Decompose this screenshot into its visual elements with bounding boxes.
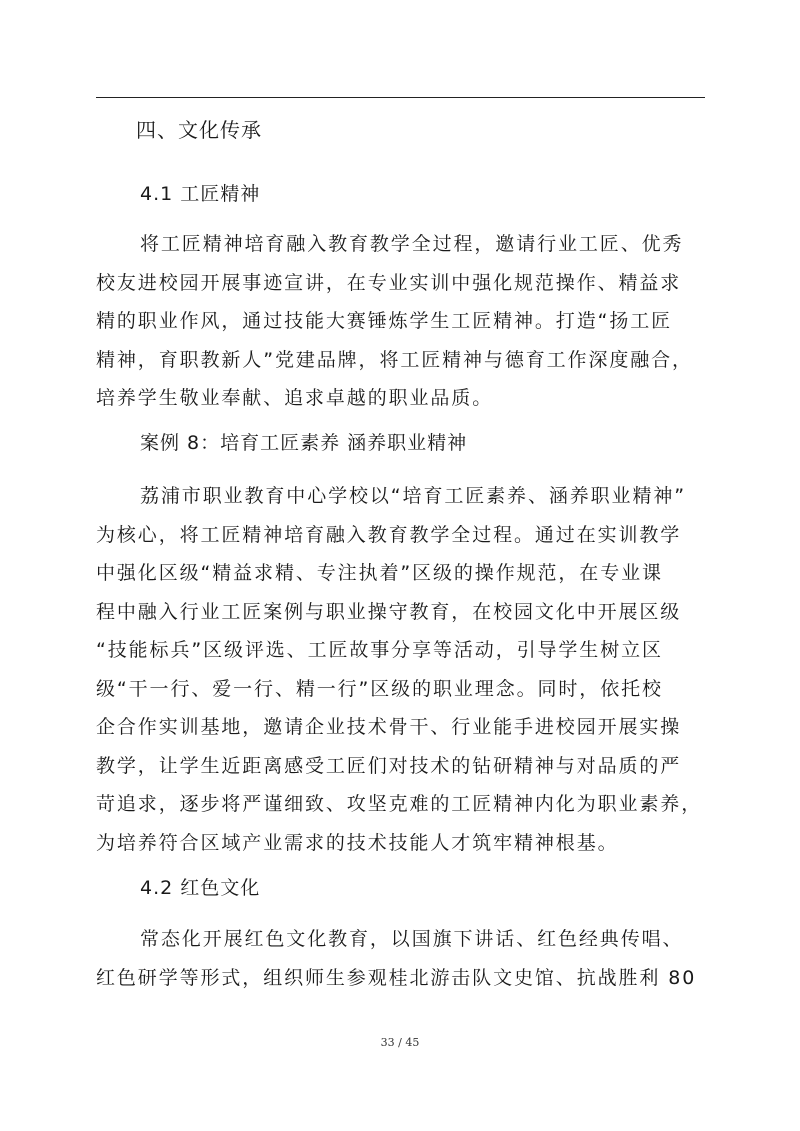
paragraph-line: “技能标兵”区级评选、工匠故事分享等活动，引导学生树立区 [96,639,663,661]
paragraph-line: 荔浦市职业教育中心学校以“培育工匠素养、涵养职业精神” [140,485,686,507]
paragraph-line: 企合作实训基地，邀请企业技术骨干、行业能手进校园开展实操 [96,716,682,738]
section-heading: 四、文化传承 [136,118,262,142]
paragraph-line: 精的职业作风，通过技能大赛锤炼学生工匠精神。打造“扬工匠 [96,310,673,332]
paragraph-line: 校友进校园开展事迹宣讲，在专业实训中强化规范操作、精益求 [96,271,682,294]
paragraph-line: 常态化开展红色文化教育，以国旗下讲话、红色经典传唱、 [140,928,684,950]
subsection-heading-red-culture: 4.2 红色文化 [140,877,261,899]
paragraph-line: 苛追求，逐步将严谨细致、攻坚克难的工匠精神内化为职业素养， [96,793,703,815]
paragraph-line: 将工匠精神培育融入教育教学全过程，邀请行业工匠、优秀 [140,233,684,255]
paragraph-line: 精神，育职教新人”党建品牌，将工匠精神与德育工作深度融合， [96,348,693,371]
paragraph-red-culture [96,920,716,997]
page-number: 33 / 45 [380,1036,420,1049]
paragraph-line: 中强化区级“精益求精、专注执着”区级的操作规范，在专业课 [96,562,663,584]
paragraph-line: 级“干一行、爱一行、精一行”区级的职业理念。同时，依托校 [96,677,663,700]
paragraph-craftsman [96,225,716,418]
paragraph-line: 程中融入行业工匠案例与职业操守教育，在校园文化中开展区级 [96,600,682,623]
paragraph-line: 为核心，将工匠精神培育融入教育教学全过程。通过在实训教学 [96,523,682,546]
paragraph-line: 为培养符合区域产业需求的技术技能人才筑牢精神根基。 [96,831,619,854]
header-rule [96,97,705,98]
subsection-heading-craftsman: 4.1 工匠精神 [140,183,261,205]
paragraph-line: 培养学生敬业奉献、追求卓越的职业品质。 [96,387,494,409]
paragraph-line: 教学，让学生近距离感受工匠们对技术的钻研精神与对品质的严 [96,754,682,777]
paragraph-line: 红色研学等形式，组织师生参观桂北游击队文史馆、抗战胜利 80 [96,966,697,989]
case-heading: 案例 8：培育工匠素养 涵养职业精神 [140,432,468,454]
paragraph-case [96,477,716,862]
